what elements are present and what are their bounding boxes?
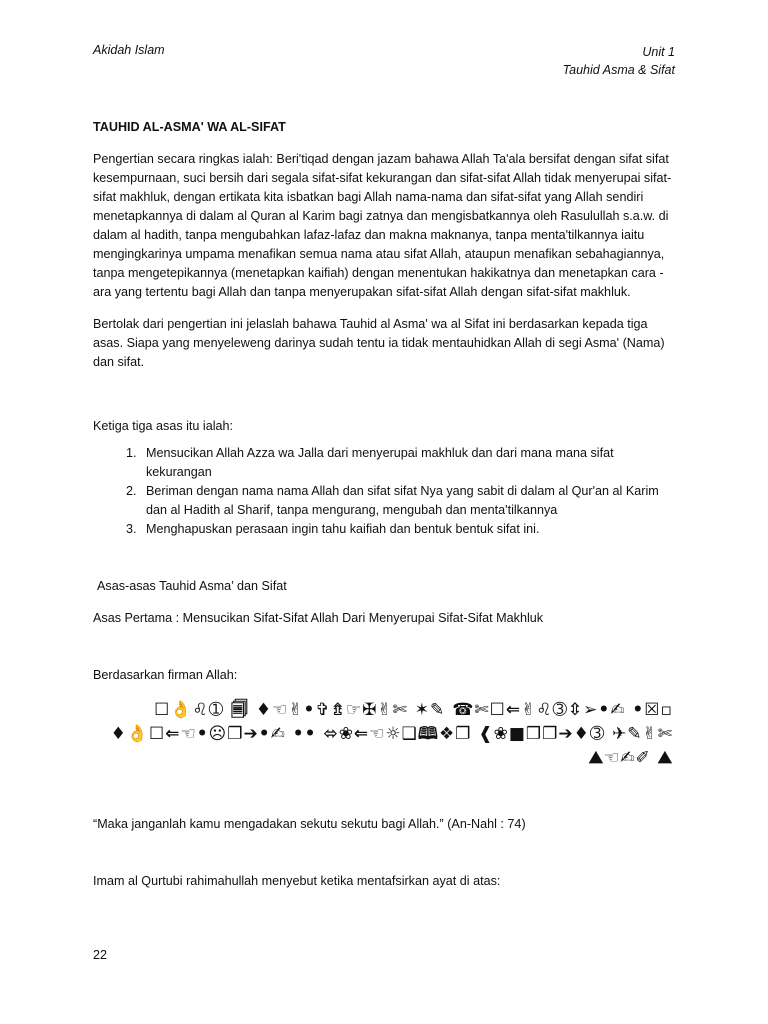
asas-intro: Ketiga tiga asas itu ialah: <box>93 419 234 433</box>
verse-line: ⛰☜✍✐ ⛰ <box>588 748 673 768</box>
list-item: 1. Mensucikan Allah Azza wa Jalla dari menyerupai makhluk dan dari mana mana sifat kekurangan <box>140 444 677 482</box>
header-course-title: Akidah Islam <box>93 43 165 57</box>
asas-list <box>93 444 677 539</box>
quran-verse-symbols <box>93 698 673 770</box>
list-item: 2. Beriman dengan nama nama Allah dan sifat sifat Nya yang sabit di dalam al Qur'an al Karim dan al Hadith al Sharif, tanpa mengurang, mengubah dan menta'tilkannya <box>140 482 677 520</box>
definition-paragraph: Pengertian secara ringkas ialah: Beri'tiqad dengan jazam bahawa Allah Ta'ala bersifat dengan sifat sifat kesempurnaan, suci bersih dari segala sifat-sifat kekurangan dan sifat-sifat Allah tidak menyerupai sifat-sifat makhluk, dengan ertikata kita isbatkan bagi Allah nama-nama dan sifat-sifat yang Allah sendiri menetapkannya di dalam al Quran al Karim bagi zatnya dan mengisbatkannya oleh Rasulullah s.a.w. di dalam al hadith, tanpa mengubahkan lafaz-lafaz dan makna maknanya, tanpa menta'tilkannya iaitu mengingkarinya umpama menafikan semua nama atau sifat Allah, ataupun menafikan sebahagiannya, tanpa mengetepikannya (menetapkan kaifiah) dengan menentukan hakikatnya dan menetapkan cara -ara yang tertentu bagi Allah dan tanpa menyerupakan sifat-sifat Allah dengan sifat-sifat makhluk. <box>93 152 672 299</box>
imam-qurtubi-line: Imam al Qurtubi rahimahullah menyebut ketika mentafsirkan ayat di atas: <box>93 874 501 888</box>
basis-paragraph: Bertolak dari pengertian ini jelaslah bahawa Tauhid al Asma' wa al Sifat ini berdasarkan kepada tiga asas. Siapa yang menyeleweng darinya sudah tentu ia tidak mentauhidkan Allah di segi Asma' (Nama) dan sifat. <box>93 317 665 369</box>
page-number: 22 <box>93 948 108 962</box>
list-item: 3. Menghapuskan perasaan ingin tahu kaifiah dan bentuk bentuk sifat ini. <box>140 520 677 539</box>
verse-translation: “Maka janganlah kamu mengadakan sekutu sekutu bagi Allah.” (An-Nahl : 74) <box>93 817 526 831</box>
document-body <box>93 118 677 891</box>
header-unit-title: Tauhid Asma & Sifat <box>562 63 675 77</box>
firman-label: Berdasarkan firman Allah: <box>93 668 238 682</box>
subheading: Asas-asas Tauhid Asma’ dan Sifat <box>97 579 287 593</box>
asas-pertama-heading: Asas Pertama : Mensucikan Sifat-Sifat Allah Dari Menyerupai Sifat-Sifat Makhluk <box>93 611 544 625</box>
verse-line: ☐👌♌➀ 🗐 ♦☜✌•✞⇯☞✠✌✄ ✶✎ ☎✄☐⇐✌♌➂⇳➢•✍ •☒▫ <box>154 700 673 720</box>
section-title: TAUHID AL-ASMA' WA AL-SIFAT <box>93 120 286 134</box>
header-unit <box>563 43 675 79</box>
verse-line: ♦👌☐⇐☜•☹❐➔•✍ •• ⬄❀⇐☜☼❑🕮❖❐ ❰❀■❒❐➔♦➂ ✈✎✌✄ <box>110 724 673 744</box>
header-unit-number: Unit 1 <box>642 45 675 59</box>
